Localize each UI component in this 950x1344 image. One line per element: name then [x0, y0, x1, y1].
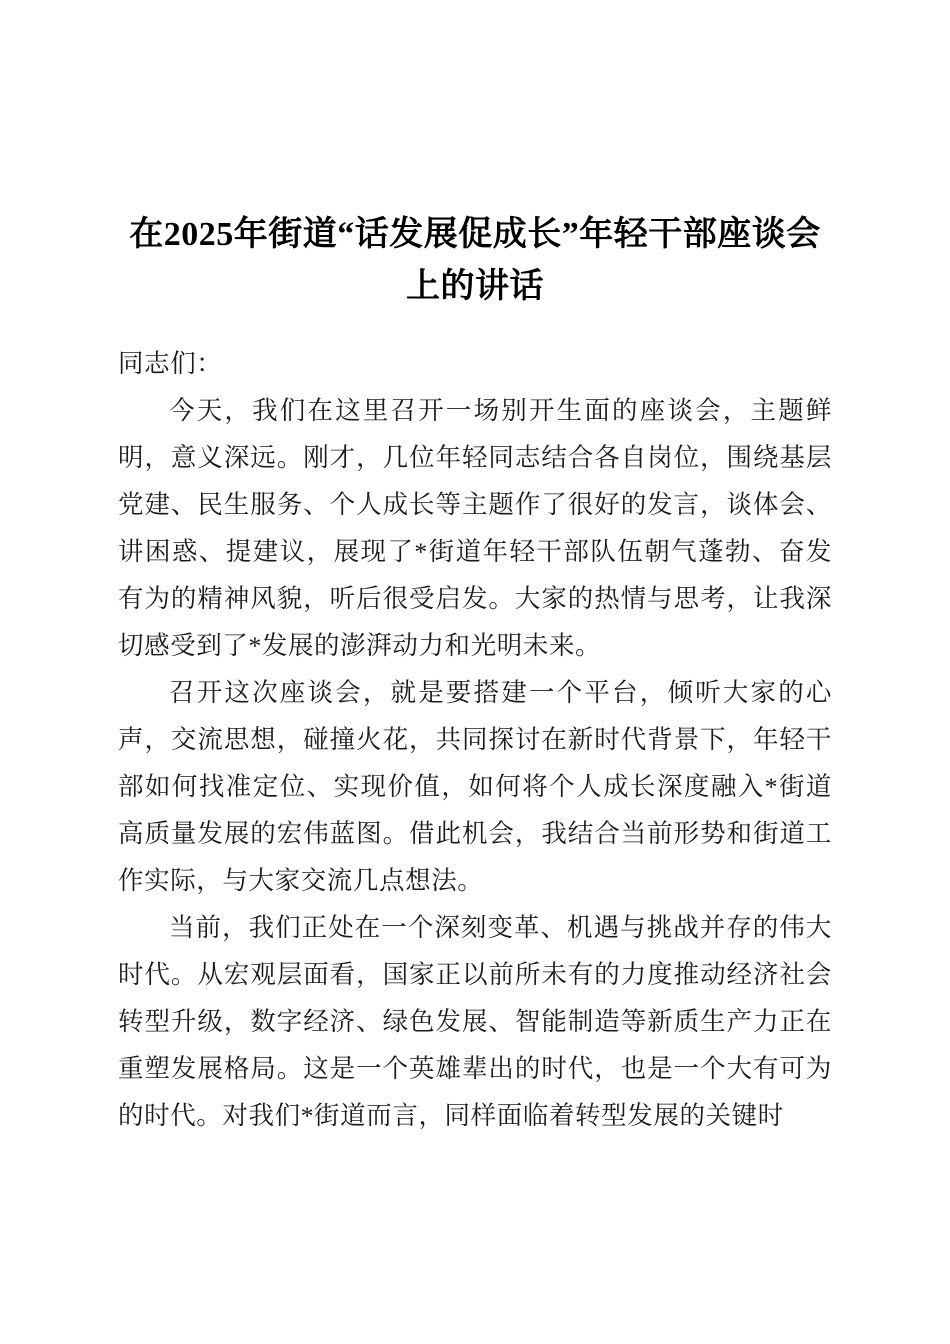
page-title: 在2025年街道“话发展促成长”年轻干部座谈会上的讲话: [129, 215, 821, 305]
salutation-line: 同志们：: [118, 349, 223, 378]
body-paragraph-2: 召开这次座谈会，就是要搭建一个平台，倾听大家的心声，交流思想，碰撞火花，共同探讨在新时代背景下，年轻干部如何找准定位、实现价值，如何将个人成长深度融入*街道高质量发展的宏伟蓝图。借此机会，我结合当前形势和街道工作实际，与大家交流几点想法。: [118, 678, 832, 895]
document-body: [118, 340, 832, 1139]
body-paragraph-1: 今天，我们在这里召开一场别开生面的座谈会，主题鲜明，意义深远。刚才，几位年轻同志结合各自岗位，围绕基层党建、民生服务、个人成长等主题作了很好的发言，谈体会、讲困惑、提建议，展现了*街道年轻干部队伍朝气蓬勃、奋发有为的精神风貌，听后很受启发。大家的热情与思考，让我深切感受到了*发展的澎湃动力和光明未来。: [118, 396, 832, 660]
body-paragraph-3: 当前，我们正处在一个深刻变革、机遇与挑战并存的伟大时代。从宏观层面看，国家正以前所未有的力度推动经济社会转型升级，数字经济、绿色发展、智能制造等新质生产力正在重塑发展格局。这是一个英雄辈出的时代，也是一个大有可为的时代。对我们*街道而言，同样面临着转型发展的关键时: [118, 913, 832, 1130]
